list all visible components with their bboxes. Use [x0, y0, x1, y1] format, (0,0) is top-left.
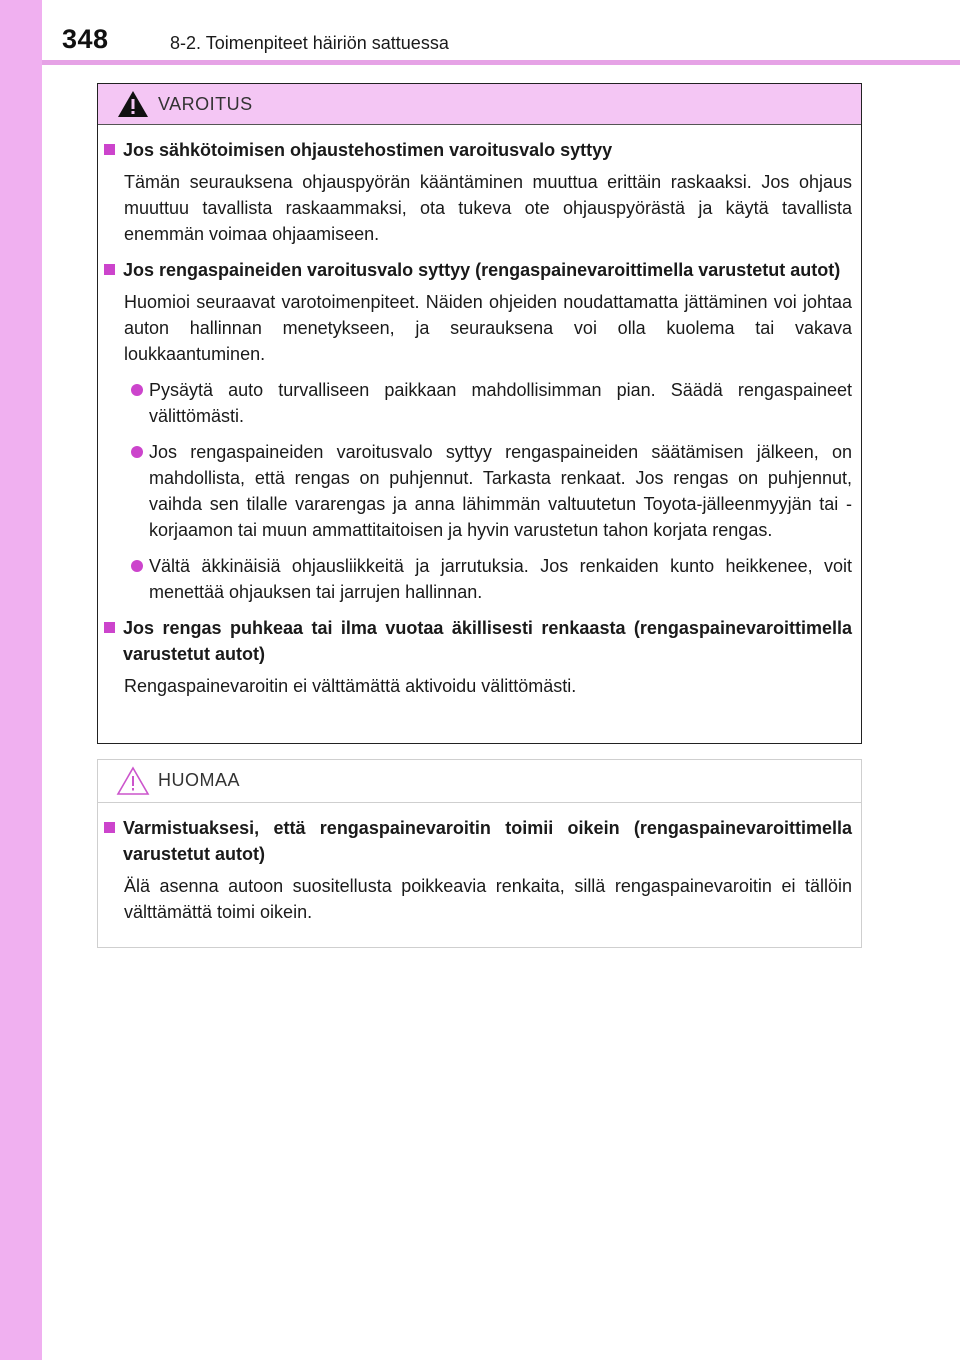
square-bullet-icon — [104, 264, 115, 275]
warning-box-header — [98, 84, 861, 125]
warning-item-heading: Jos rengas puhkeaa tai ilma vuotaa äkillisesti renkaasta (rengaspainevaroittimella varustetut autot) — [104, 615, 852, 667]
warning-item-text: Tämän seurauksena ohjauspyörän kääntäminen muuttua erittäin raskaaksi. Jos ohjaus muuttuu tavallista raskaammaksi, ota tukeva ote ohjauspyörästä ja käytä tavallista enemmän voimaa ohjaamiseen. — [124, 172, 852, 244]
notice-body — [98, 803, 861, 925]
notice-item-heading: Varmistuaksesi, että rengaspainevaroitin toimii oikein (rengaspainevaroittimella varustetut autot) — [104, 815, 852, 867]
warning-body — [98, 125, 861, 699]
warning-triangle-filled-icon — [116, 89, 150, 119]
square-bullet-icon — [104, 144, 115, 155]
square-bullet-icon — [104, 822, 115, 833]
notice-box-header — [98, 760, 861, 803]
notice-item-text: Älä asenna autoon suositellusta poikkeavia renkaita, sillä rengaspainevaroitin ei tällöin välttämättä toimi oikein. — [124, 876, 852, 922]
warning-item-heading: Jos sähkötoimisen ohjaustehostimen varoitusvalo syttyy — [104, 137, 852, 163]
notice-title: HUOMAA — [158, 770, 241, 790]
page-number: 348 — [62, 24, 109, 54]
warning-sub-item: Vältä äkkinäisiä ohjausliikkeitä ja jarrutuksia. Jos renkaiden kunto heikkenee, voit menettää ohjauksen tai jarrujen hallinnan. — [131, 553, 852, 605]
side-color-strip — [0, 0, 42, 1360]
notice-box — [97, 759, 862, 948]
warning-box — [97, 83, 862, 744]
section-title: 8-2. Toimenpiteet häiriön sattuessa — [170, 33, 449, 53]
warning-title: VAROITUS — [158, 94, 253, 114]
warning-sub-item: Pysäytä auto turvalliseen paikkaan mahdollisimman pian. Säädä rengaspaineet välittömästi. — [131, 377, 852, 429]
warning-sub-item: Jos rengaspaineiden varoitusvalo syttyy rengaspaineiden säätämisen jälkeen, on mahdollista, että rengas on puhjennut. Tarkasta renkaat. Jos rengas on puhjennut, vaihda sen tilalle vararengas ja anna lähimmän valtuutetun Toyota-jälleenmyyjän tai -korjaamon tai muun ammattitaitoisen ja hyvin varustetun tahon korjata rengas. — [131, 439, 852, 543]
round-bullet-icon — [131, 384, 143, 396]
header-rule — [42, 60, 960, 65]
warning-item-text: Rengaspainevaroitin ei välttämättä aktivoidu välittömästi. — [124, 676, 577, 696]
warning-item-heading: Jos rengaspaineiden varoitusvalo syttyy (rengaspainevaroittimella varustetut autot) — [104, 257, 852, 283]
round-bullet-icon — [131, 446, 143, 458]
round-bullet-icon — [131, 560, 143, 572]
warning-triangle-outline-icon — [116, 765, 150, 797]
warning-item-text: Huomioi seuraavat varotoimenpiteet. Näiden ohjeiden noudattamatta jättäminen voi johtaa auton hallinnan menetykseen, ja seurauksena voi olla kuolema tai vakava loukkaantuminen. — [124, 292, 852, 364]
square-bullet-icon — [104, 622, 115, 633]
